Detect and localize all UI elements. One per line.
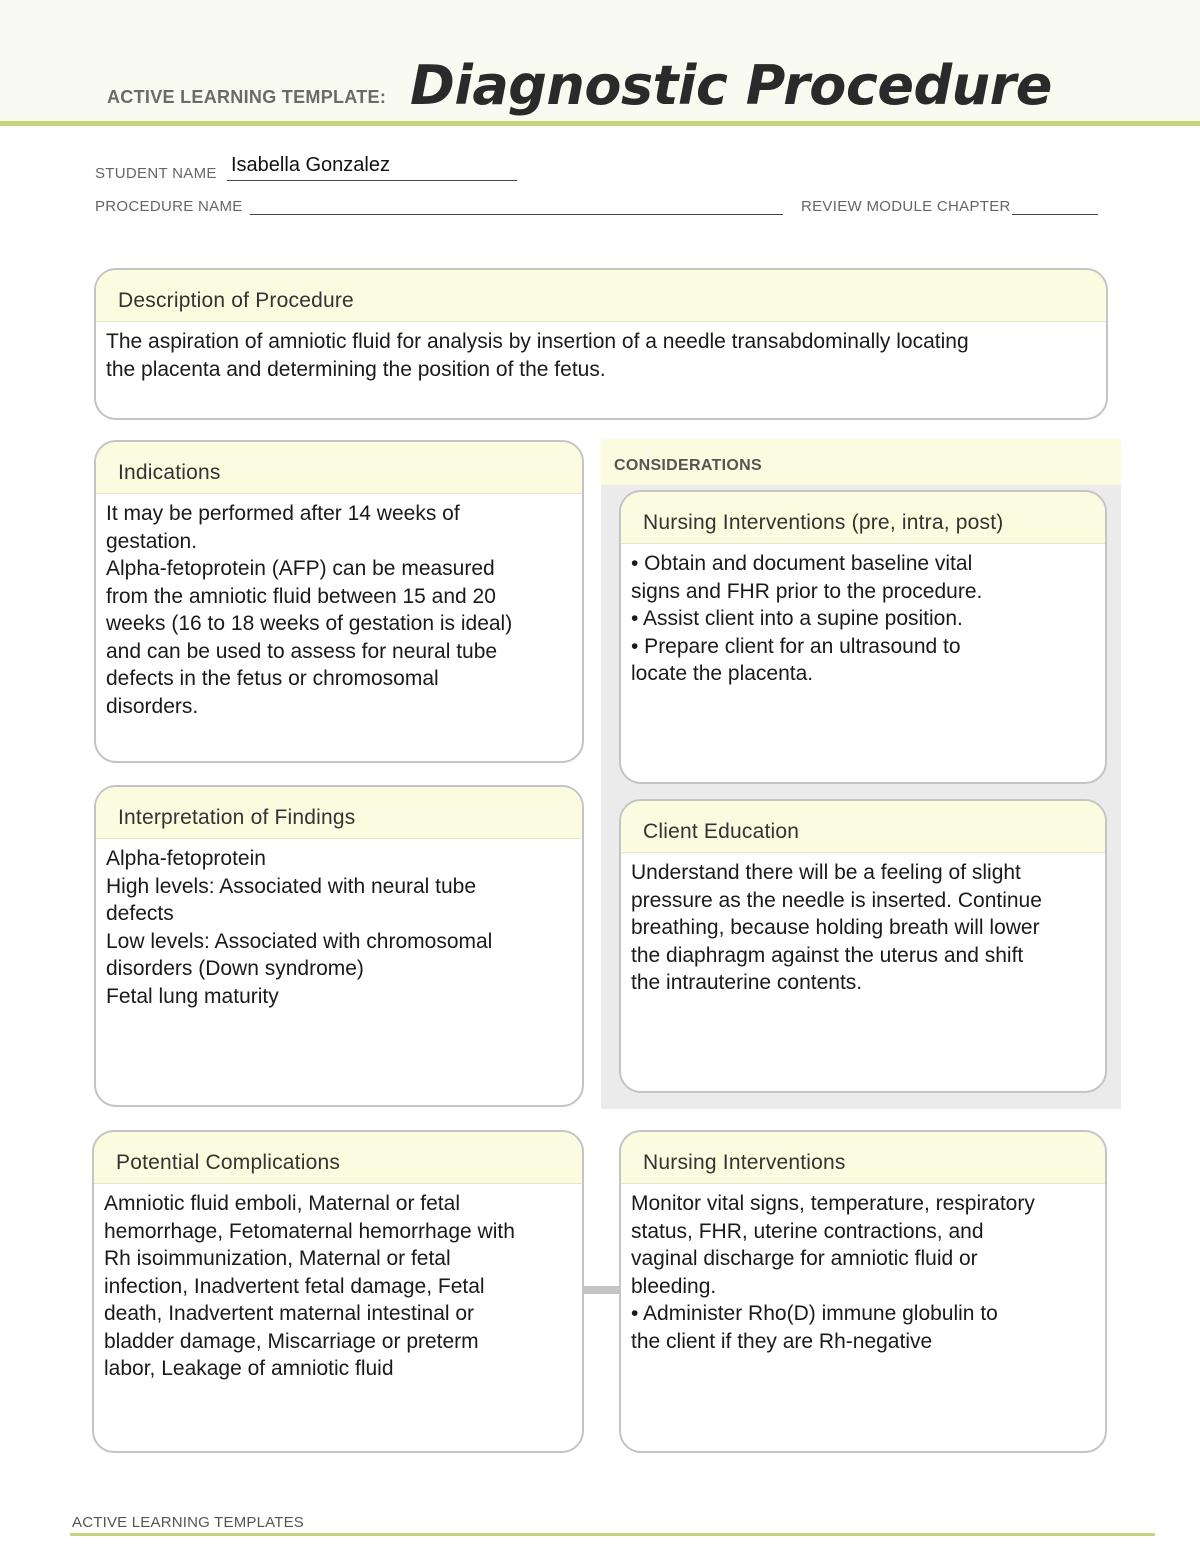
review-module-label: REVIEW MODULE CHAPTER — [801, 198, 1011, 215]
nursing-interventions-title: Nursing Interventions — [643, 1151, 846, 1174]
client-education-text[interactable]: Understand there will be a feeling of slight pressure as the needle is inserted. Continue breathing, because holding breath will lower the diaphragm against the uterus and shift the intrauterine contents. — [631, 861, 1042, 994]
review-module-field[interactable] — [1012, 214, 1098, 215]
indications-text[interactable]: It may be performed after 14 weeks of gestation. Alpha-fetoprotein (AFP) can be measured from the amniotic fluid between 15 and 20 weeks (16 to 18 weeks of gestation is ideal) and can be used to assess for neural tube defects in the fetus or chromosomal disorders. — [106, 502, 513, 718]
complications-box — [92, 1130, 584, 1453]
student-name-underline — [227, 180, 517, 181]
box-connector — [583, 1286, 621, 1294]
nursing-interventions-header — [621, 1132, 1105, 1184]
description-text[interactable]: The aspiration of amniotic fluid for analysis by insertion of a needle transabdominally locating the placenta and determining the position of the fetus. — [106, 330, 969, 381]
indications-title: Indications — [118, 461, 221, 484]
page-title: Diagnostic Procedure — [410, 54, 1052, 117]
indications-box — [94, 440, 584, 763]
nursing-interventions-pre-title: Nursing Interventions (pre, intra, post) — [643, 511, 1004, 534]
complications-title: Potential Complications — [116, 1151, 341, 1174]
footer-rule — [70, 1533, 1155, 1536]
description-header — [96, 270, 1106, 322]
nursing-interventions-pre-text[interactable]: • Obtain and document baseline vital signs and FHR prior to the procedure. • Assist client into a supine position. • Prepare client for an ultrasound to locate the placenta. — [631, 552, 983, 685]
description-box — [94, 268, 1108, 420]
student-name-label: STUDENT NAME — [95, 165, 217, 182]
indications-header — [96, 442, 582, 494]
description-title: Description of Procedure — [118, 289, 354, 312]
nursing-interventions-text[interactable]: Monitor vital signs, temperature, respiratory status, FHR, uterine contractions, and vaginal discharge for amniotic fluid or bleeding. • Administer Rho(D) immune globulin to the client if they are Rh-negative — [631, 1192, 1035, 1353]
interpretation-box — [94, 785, 584, 1107]
template-label: ACTIVE LEARNING TEMPLATE: — [107, 87, 387, 107]
interpretation-header — [96, 787, 582, 839]
procedure-name-field[interactable] — [250, 214, 783, 215]
client-education-header — [621, 801, 1105, 853]
client-education-title: Client Education — [643, 820, 800, 843]
header-rule — [0, 121, 1200, 126]
complications-text[interactable]: Amniotic fluid emboli, Maternal or fetal hemorrhage, Fetomaternal hemorrhage with Rh isoimmunization, Maternal or fetal infection, Inadvertent fetal damage, Fetal death, Inadvertent maternal intestinal or bladder damage, Miscarriage or preterm labor, Leakage of amniotic fluid — [104, 1192, 515, 1380]
interpretation-title: Interpretation of Findings — [118, 806, 356, 829]
procedure-name-label: PROCEDURE NAME — [95, 198, 243, 215]
considerations-title: CONSIDERATIONS — [614, 457, 762, 474]
nursing-interventions-box — [619, 1130, 1107, 1453]
nursing-interventions-pre-header — [621, 492, 1105, 544]
nursing-interventions-pre-box — [619, 490, 1107, 784]
complications-header — [94, 1132, 582, 1184]
student-name-field[interactable]: Isabella Gonzalez — [231, 154, 390, 176]
interpretation-text[interactable]: Alpha-fetoprotein High levels: Associated with neural tube defects Low levels: Associated with chromosomal disorders (Down syndrome) Fetal lung maturity — [106, 847, 493, 1008]
footer-text: ACTIVE LEARNING TEMPLATES — [72, 1514, 304, 1531]
client-education-box — [619, 799, 1107, 1093]
